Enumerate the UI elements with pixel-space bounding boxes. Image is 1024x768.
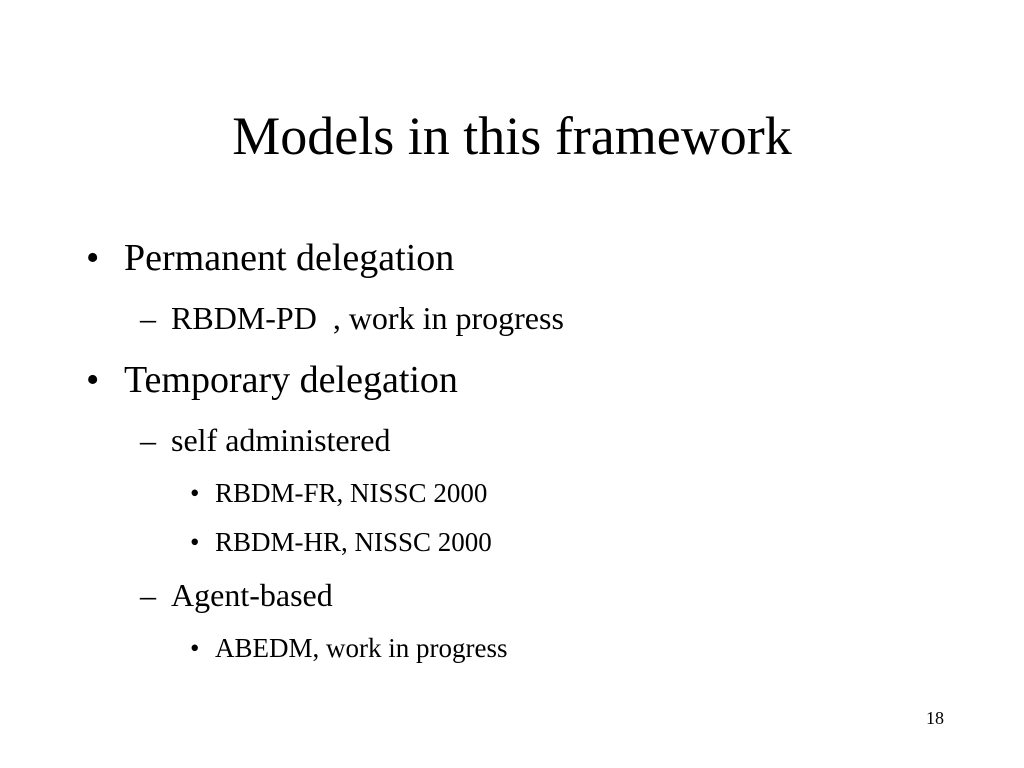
dash-icon: – (140, 577, 156, 613)
subbullet-agent-based: Agent-based (171, 577, 333, 613)
bullet-icon: • (190, 478, 200, 508)
bullet-icon: • (86, 237, 100, 279)
dash-icon: – (140, 300, 156, 336)
subsubbullet-rbdm-fr: RBDM-FR, NISSC 2000 (215, 478, 488, 508)
bullet-icon: • (86, 359, 100, 401)
subbullet-rbdm-pd: RBDM-PD , work in progress (171, 300, 564, 336)
page-number: 18 (926, 708, 944, 728)
subbullet-self-administered: self administered (171, 422, 391, 458)
bullet-permanent-delegation: Permanent delegation (124, 237, 455, 279)
slide-title: Models in this framework (232, 106, 792, 166)
bullet-temporary-delegation: Temporary delegation (124, 359, 458, 401)
subsubbullet-abedm: ABEDM, work in progress (215, 633, 508, 663)
subsubbullet-rbdm-hr: RBDM-HR, NISSC 2000 (215, 527, 492, 557)
dash-icon: – (140, 422, 156, 458)
bullet-icon: • (190, 633, 200, 663)
bullet-icon: • (190, 527, 200, 557)
